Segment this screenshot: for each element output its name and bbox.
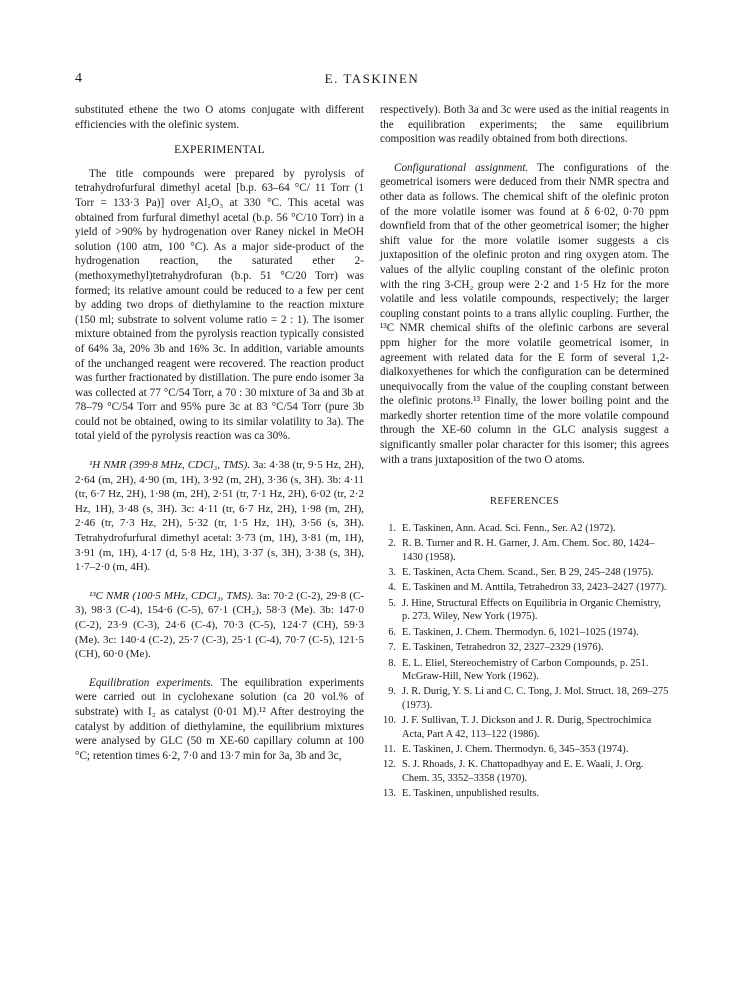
reference-number: 11. bbox=[383, 743, 396, 755]
reference-number: 5. bbox=[388, 597, 396, 609]
reference-number: 8. bbox=[388, 657, 396, 669]
config-paragraph bbox=[380, 161, 669, 467]
reference-item bbox=[380, 758, 669, 785]
reference-text: E. Taskinen, J. Chem. Thermodyn. 6, 345–353 (1974). bbox=[402, 743, 629, 755]
reference-number: 6. bbox=[388, 626, 396, 638]
equilibration-paragraph bbox=[75, 676, 364, 764]
reference-number: 7. bbox=[388, 642, 396, 654]
references-list bbox=[380, 522, 669, 801]
reference-number: 4. bbox=[388, 582, 396, 594]
reference-item bbox=[380, 657, 669, 684]
reference-item bbox=[380, 685, 669, 712]
reference-item bbox=[380, 581, 669, 594]
reference-text: J. R. Durig, Y. S. Li and C. C. Tong, J. Mol. Struct. 18, 269–275 (1973). bbox=[402, 686, 669, 711]
h-nmr-label: ¹H NMR (399·8 MHz, CDCl₃, TMS). bbox=[89, 459, 251, 472]
reference-item bbox=[380, 522, 669, 535]
reference-number: 1. bbox=[388, 522, 396, 534]
c-nmr-paragraph bbox=[75, 589, 364, 662]
reference-text: E. Taskinen, Acta Chem. Scand., Ser. B 29, 245–248 (1975). bbox=[402, 567, 654, 579]
intro-paragraph: substituted ethene the two O atoms conjugate with different efficiencies with the olefinic system. bbox=[75, 104, 364, 131]
references-heading: REFERENCES bbox=[490, 496, 559, 508]
h-nmr-paragraph bbox=[75, 458, 364, 575]
reference-number: 13. bbox=[383, 788, 396, 800]
reference-number: 2. bbox=[388, 538, 396, 550]
continuation-paragraph: respectively). Both 3a and 3c were used as the initial reagents in the equilibration experiments; the same equilibrium composition was readily obtained from both directions. bbox=[380, 104, 669, 146]
reference-text: E. Taskinen, Tetrahedron 32, 2327–2329 (1976). bbox=[402, 642, 604, 654]
reference-text: J. F. Sullivan, T. J. Dickson and J. R. Durig, Spectrochimica Acta, Part A 42, 113–122 (1986). bbox=[402, 715, 652, 740]
reference-item bbox=[380, 566, 669, 579]
experimental-paragraph: The title compounds were prepared by pyrolysis of tetrahydrofurfural dimethyl acetal [b.p. 63–64 °C/ 11 Torr (1 Torr = 133·3 Pa)] over Al₂O₃ at 330 °C. This acetal was obtained from furfural dimethyl acetal (b.p. 56 °C/10 Torr) in a yield of >90% by hydrogenation over Raney nickel in MeOH solution (100 atm, 100 °C). As a major side-product of the hydrogenation reaction, the saturated ether 2-(methoxymethyl)tetrahydrofuran (b.p. 51 °C/20 Torr) was formed; its relative amount could be reduced to a few per cent by adding two drops of diethylamine to the reaction mixture (150 ml; substrate to solvent volume ratio = 2 : 1). The isomer mixture obtained from the pyrolysis reaction typically consisted of 64% 3a, 20% 3b and 16% 3c. In addition, variable amounts of the unchanged reagent were recovered. The reaction product was further fractionated by distillation. The pure endo isomer 3a was collected at 77 °C/54 Torr, a 70 : 30 mixture of 3a and 3b at 78–79 °C/54 Torr and 95% pure 3c at 83 °C/54 Torr (pure 3b could not be obtained, owing to its similar volatility to 3a). The total yield of the pyrolysis reaction was ca 30%. bbox=[75, 167, 364, 443]
reference-item bbox=[380, 641, 669, 654]
reference-text: E. Taskinen, unpublished results. bbox=[402, 788, 540, 800]
reference-item bbox=[380, 626, 669, 639]
config-label: Configurational assignment. bbox=[394, 161, 529, 174]
reference-text: E. Taskinen, J. Chem. Thermodyn. 6, 1021–1025 (1974). bbox=[402, 626, 639, 638]
reference-number: 12. bbox=[383, 759, 396, 771]
reference-number: 9. bbox=[388, 686, 396, 698]
experimental-heading: EXPERIMENTAL bbox=[174, 144, 265, 157]
reference-text: E. Taskinen, Ann. Acad. Sci. Fenn., Ser. A2 (1972). bbox=[402, 522, 616, 534]
reference-item bbox=[380, 787, 669, 800]
running-head: E. TASKINEN bbox=[324, 71, 420, 86]
reference-item bbox=[380, 597, 669, 624]
c-nmr-label: ¹³C NMR (100·5 MHz, CDCl₃, TMS). bbox=[89, 589, 254, 602]
reference-number: 10. bbox=[383, 715, 396, 727]
reference-item bbox=[380, 537, 669, 564]
reference-text: S. J. Rhoads, J. K. Chattopadhyay and E. E. Waali, J. Org. Chem. 35, 3352–3358 (1970). bbox=[402, 759, 644, 784]
right-column bbox=[380, 103, 669, 803]
reference-item bbox=[380, 743, 669, 756]
equilibration-label: Equilibration experiments. bbox=[89, 676, 214, 689]
h-nmr-text: 3a: 4·38 (tr, 9·5 Hz, 2H), 2·64 (m, 2H), 4·90 (m, 1H), 3·92 (m, 2H), 3·36 (s, 3H). 3b: 4·11 (tr, 6·7 Hz, 2H), 1·98 (m, 2H), 2·51 (tr, 7·1 Hz, 2H), 6·02 (tr, 2·2 Hz, 1H), 3·48 (s, 3H). 3c: 4·11 (tr, 6·7 Hz, 2H), 1·98 (m, 2H), 2·46 (tr, 7·3 Hz, 2H), 5·32 (tr, 1·5 Hz, 1H), 3·56 (s, 3H). Tetrahydrofurfural dimethyl acetal: 3·73 (m, 1H), 3·81 (m, 1H), 3·91 (m, 1H), 4·17 (d, 5·8 Hz, 1H), 3·37 (s, 3H), 3·38 (s, 3H), 1·7–2·0 (m, 4H). bbox=[75, 459, 364, 574]
page-number: 4 bbox=[75, 71, 82, 86]
c-nmr-text: 3a: 70·2 (C-2), 29·8 (C-3), 98·3 (C-4), 154·6 (C-5), 67·1 (CH₂), 58·3 (Me). 3b: 147·0 (C-2), 23·9 (C-3), 24·6 (C-4), 70·3 (C-5), 124·7 (CH), 59·3 (Me). 3c: 140·4 (C-2), 25·7 (C-3), 25·1 (C-4), 70·7 (C-5), 121·5 (CH), 60·0 (Me). bbox=[75, 589, 364, 661]
reference-item bbox=[380, 714, 669, 741]
reference-text: R. B. Turner and R. H. Garner, J. Am. Chem. Soc. 80, 1424–1430 (1958). bbox=[402, 538, 655, 563]
config-text: The configurations of the geometrical isomers were deduced from their NMR spectra and other data as follows. The chemical shift of the olefinic proton of the more volatile isomer was found at δ 6·02, 0·70 ppm downfield from that of the other geometrical isomer; the higher shift value for the more volatile isomer suggests a cis juxtaposition of the olefinic proton and ring oxygen atom. The values of the allylic coupling constant of the olefinic proton with the ring 3-CH₂ group were 2·2 and 1·5 Hz for the more volatile and less volatile compounds, respectively; the larger coupling constant points to a trans allylic coupling. Further, the ¹³C NMR chemical shifts of the olefinic carbons are several ppm higher for the more volatile geometrical isomer, in agreement with related data for the E form of several 1,2-dialkoxyethenes for which the configuration can be determined unequivocally from the value of the coupling constant between the olefinic protons.¹³ Finally, the lower boiling point and the markedly shorter retention time of the more volatile compound through the XE-60 column in the GLC analysis suggest a significantly smaller polar character for this isomer; this agrees with a trans juxtaposition of the two O atoms. bbox=[380, 161, 669, 466]
reference-number: 3. bbox=[388, 567, 396, 579]
reference-text: E. Taskinen and M. Anttila, Tetrahedron 33, 2423–2427 (1977). bbox=[402, 582, 667, 594]
left-column bbox=[75, 103, 364, 763]
equilibration-text: The equilibration experiments were carried out in cyclohexane solution (ca 20 vol.% of substrate) with I₂ as catalyst (0·01 M).¹² After destroying the catalyst by addition of diethylamine, the equilibrium mixtures were analysed by GLC (50 m XE-60 capillary column at 100 °C; retention times 6·2, 7·0 and 13·7 min for 3a, 3b and 3c, bbox=[75, 676, 364, 762]
reference-text: E. L. Eliel, Stereochemistry of Carbon Compounds, p. 251. McGraw-Hill, New York (1962). bbox=[402, 657, 649, 682]
reference-text: J. Hine, Structural Effects on Equilibria in Organic Chemistry, p. 273. Wiley, New York (1975). bbox=[402, 597, 661, 623]
